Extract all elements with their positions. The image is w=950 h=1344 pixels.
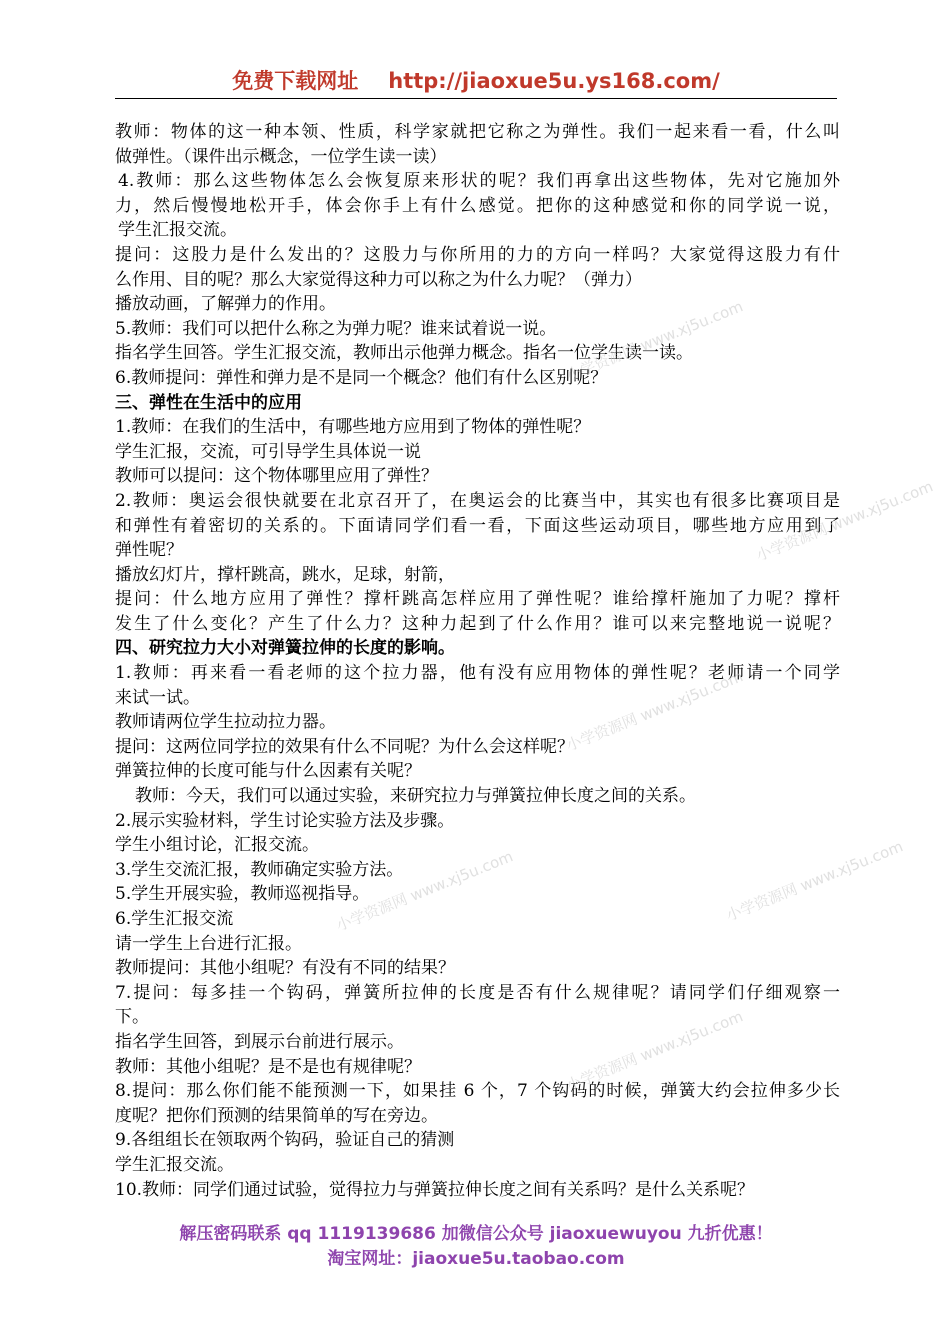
- text-line: 弹簧拉伸的长度可能与什么因素有关呢？: [115, 761, 421, 782]
- watermark: 小学资源网 www.xj5u.com: [563, 667, 746, 755]
- text-line: 学生汇报，交流，可引导学生具体说一说: [115, 441, 421, 462]
- text-line: 6.学生汇报交流: [115, 909, 234, 929]
- text-line: 3.学生交流汇报，教师确定实验方法。: [115, 859, 404, 880]
- text-line: 5.学生开展实验，教师巡视指导。: [115, 884, 370, 905]
- text-line: 10.教师：同学们通过试验，觉得拉力与弹簧拉伸长度之间有关系吗？是什么关系呢？: [115, 1179, 755, 1200]
- watermark: 小学资源网 www.xj5u.com: [563, 297, 746, 385]
- text-line: 8.提问：那么你们能不能预测一下，如果挂 6 个，7 个钩码的时候，弹簧大约会拉伸多少长: [115, 1081, 840, 1102]
- document-body: [115, 120, 840, 1202]
- text-line: 提问：这两位同学拉的效果有什么不同呢？为什么会这样呢？: [115, 736, 574, 757]
- text-line: 力，然后慢慢地松开手，体会你手上有什么感觉。把你的这种感觉和你的同学说一说，: [115, 195, 840, 216]
- text-line: 请一学生上台进行汇报。: [115, 933, 302, 954]
- text-line: 播放幻灯片，撑杆跳高，跳水，足球，射箭，: [115, 564, 455, 585]
- text-line: 提问：这股力是什么发出的？这股力与你所用的力的方向一样吗？大家觉得这股力有什: [115, 244, 840, 265]
- text-line: 学生汇报交流。: [115, 1154, 234, 1175]
- text-line: 学生小组讨论，汇报交流。: [115, 835, 319, 856]
- page-header: [115, 66, 837, 99]
- text-line: 和弹性有着密切的关系的。下面请同学们看一看，下面这些运动项目，哪些地方应用到了: [115, 515, 840, 536]
- text-line: 做弹性。（课件出示概念，一位学生读一读）: [115, 146, 447, 167]
- section-heading: 三、弹性在生活中的应用: [115, 392, 302, 413]
- text-line: 来试一试。: [115, 687, 200, 708]
- text-line: 1.教师：在我们的生活中，有哪些地方应用到了物体的弹性呢？: [115, 417, 591, 438]
- text-line: 发生了什么变化？产生了什么力？这种力起到了什么作用？谁可以来完整地说一说呢？: [115, 613, 840, 634]
- text-line: 2.展示实验材料，学生讨论实验方法及步骤。: [115, 810, 455, 831]
- text-line: 学生汇报交流。: [118, 220, 237, 241]
- text-line: 教师：物体的这一种本领、性质，科学家就把它称之为弹性。我们一起来看一看，什么叫: [115, 122, 840, 142]
- watermark: 小学资源网 www.xj5u.com: [723, 837, 906, 925]
- header-label: 免费下载网址: [232, 69, 359, 93]
- text-line: 教师提问：其他小组呢？有没有不同的结果？: [115, 958, 455, 979]
- text-line: 教师：今天，我们可以通过实验，来研究拉力与弹簧拉伸长度之间的关系。: [135, 786, 696, 807]
- section-heading: 四、研究拉力大小对弹簧拉伸的长度的影响。: [115, 638, 455, 659]
- text-line: 提问：什么地方应用了弹性？撑杆跳高怎样应用了弹性呢？谁给撑杆施加了力呢？撑杆: [115, 589, 840, 610]
- text-line: 7.提问：每多挂一个钩码，弹簧所拉伸的长度是否有什么规律呢？请同学们仔细观察一: [115, 982, 840, 1003]
- text-line: 下。: [115, 1007, 149, 1028]
- text-line: 播放动画，了解弹力的作用。: [115, 294, 336, 315]
- text-line: 9.各组组长在领取两个钩码，验证自己的猜测: [115, 1130, 455, 1151]
- text-line: 指名学生回答。学生汇报交流，教师出示他弹力概念。指名一位学生读一读。: [115, 343, 693, 364]
- watermark: 小学资源网 www.xj5u.com: [753, 477, 936, 565]
- watermark: 小学资源网 www.xj5u.com: [563, 1007, 746, 1095]
- watermark: 小学资源网 www.xj5u.com: [333, 847, 516, 935]
- text-line: 4.教师：那么这些物体怎么会恢复原来形状的呢？我们再拿出这些物体，先对它施加外: [118, 171, 840, 192]
- footer-contact: 解压密码联系 qq 1119139686 加微信公众号 jiaoxuewuyou 九折优惠！: [179, 1224, 773, 1244]
- text-line: 教师请两位学生拉动拉力器。: [115, 712, 336, 733]
- text-line: 教师可以提问：这个物体哪里应用了弹性？: [115, 466, 438, 487]
- footer-shop-link[interactable]: 淘宝网址：jiaoxue5u.taobao.com: [327, 1249, 625, 1269]
- text-line: 弹性呢？: [115, 540, 183, 561]
- text-line: 度呢？把你们预测的结果简单的写在旁边。: [115, 1105, 438, 1126]
- header-url-link[interactable]: http://jiaoxue5u.ys168.com/: [388, 69, 720, 93]
- text-line: 5.教师：我们可以把什么称之为弹力呢？谁来试着说一说。: [115, 318, 557, 339]
- text-line: 1.教师：再来看一看老师的这个拉力器，他有没有应用物体的弹性呢？老师请一个同学: [115, 663, 840, 684]
- text-line: 么作用、目的呢？那么大家觉得这种力可以称之为什么力呢？（弹力）: [115, 269, 642, 290]
- text-line: 2.教师：奥运会很快就要在北京召开了，在奥运会的比赛当中，其实也有很多比赛项目是: [115, 490, 840, 511]
- text-line: 教师：其他小组呢？是不是也有规律呢？: [115, 1056, 421, 1077]
- text-line: 指名学生回答，到展示台前进行展示。: [115, 1031, 404, 1052]
- text-line: 6.教师提问：弹性和弹力是不是同一个概念？他们有什么区别呢？: [115, 367, 608, 388]
